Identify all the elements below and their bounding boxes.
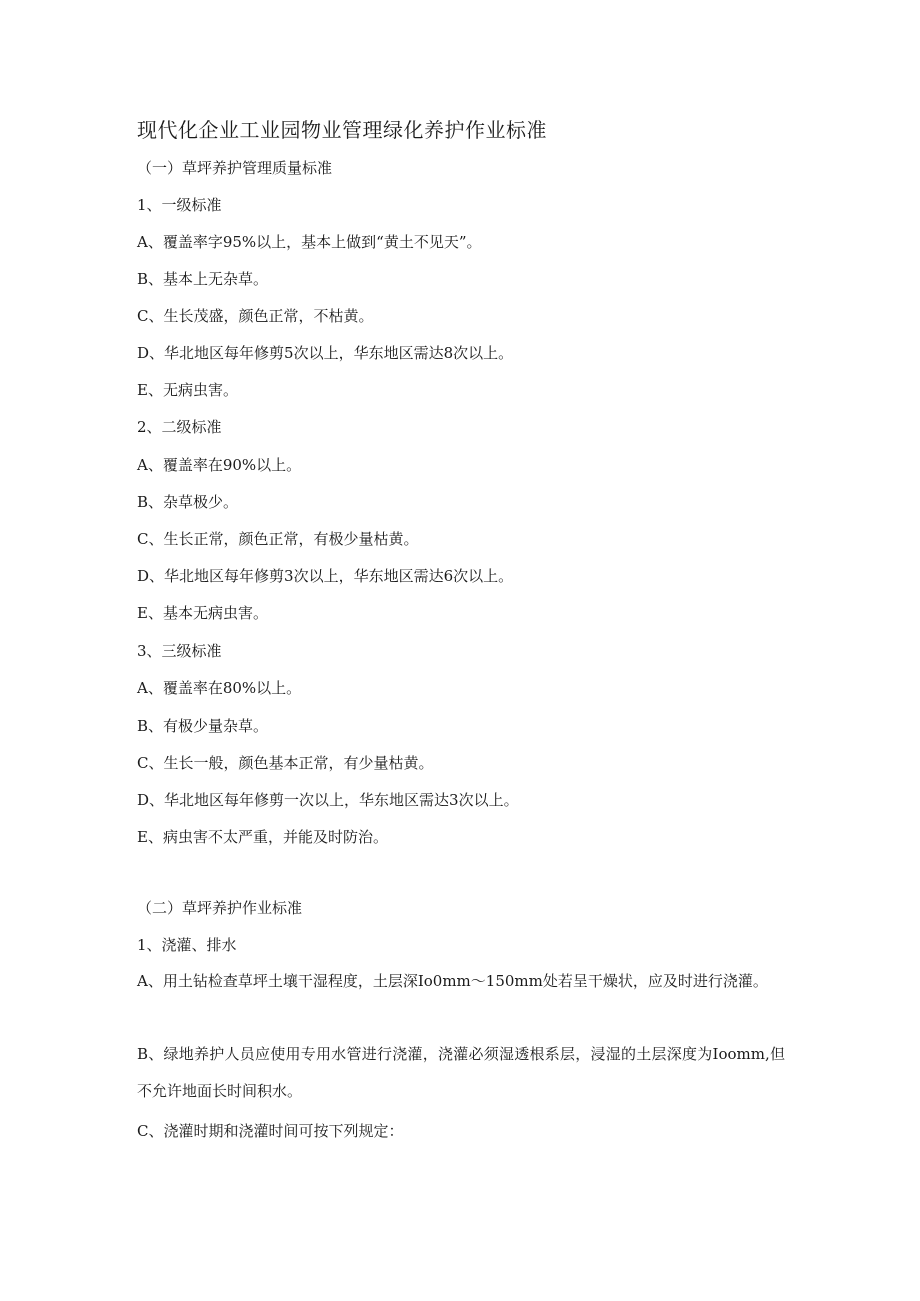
grade-2-item-b: B、杂草极少。 xyxy=(137,493,239,511)
irrigation-paragraph-c: C、浇灌时期和浇灌时间可按下列规定： xyxy=(137,1122,404,1140)
grade-2-item-e: E、基本无病虫害。 xyxy=(137,604,268,622)
grade-3-item-c: C、生长一般，颜色基本正常，有少量枯黄。 xyxy=(137,754,434,772)
grade-3-item-a: A、覆盖率在80%以上。 xyxy=(137,679,302,697)
section-1-heading: （一）草坪养护管理质量标准 xyxy=(137,159,333,177)
document-title: 现代化企业工业园物业管理绿化养护作业标准 xyxy=(137,118,547,142)
grade-3-item-e: E、病虫害不太严重，并能及时防治。 xyxy=(137,828,388,846)
grade-1-item-e: E、无病虫害。 xyxy=(137,381,238,399)
grade-1-item-b: B、基本上无杂草。 xyxy=(137,270,269,288)
grade-1-heading: 1、一级标准 xyxy=(137,196,222,214)
grade-2-item-d: D、华北地区每年修剪3次以上，华东地区需达6次以上。 xyxy=(137,567,514,585)
grade-3-item-b: B、有极少量杂草。 xyxy=(137,717,269,735)
grade-2-heading: 2、二级标准 xyxy=(137,418,222,436)
grade-1-item-a: A、覆盖率字95%以上，基本上做到“黄土不见天”。 xyxy=(137,233,482,251)
grade-2-item-a: A、覆盖率在90%以上。 xyxy=(137,456,302,474)
grade-3-item-d: D、华北地区每年修剪一次以上，华东地区需达3次以上。 xyxy=(137,791,519,809)
grade-3-heading: 3、三级标准 xyxy=(137,642,222,660)
grade-1-item-d: D、华北地区每年修剪5次以上，华东地区需达8次以上。 xyxy=(137,344,514,362)
irrigation-paragraph-b: B、绿地养护人员应使用专用水管进行浇灌，浇灌必须湿透根系层，浸湿的土层深度为Ioomm,但不允许地面长时间积水。 xyxy=(137,1045,785,1100)
grade-2-item-c: C、生长正常，颜色正常，有极少量枯黄。 xyxy=(137,530,419,548)
irrigation-paragraph-a: A、用土钻检查草坪土壤干湿程度，土层深Io0mm～150mm处若呈干燥状，应及时进行浇灌。 xyxy=(137,972,768,990)
irrigation-heading: 1、浇灌、排水 xyxy=(137,936,237,954)
section-2-heading: （二）草坪养护作业标准 xyxy=(137,899,303,917)
grade-1-item-c: C、生长茂盛，颜色正常，不枯黄。 xyxy=(137,307,374,325)
